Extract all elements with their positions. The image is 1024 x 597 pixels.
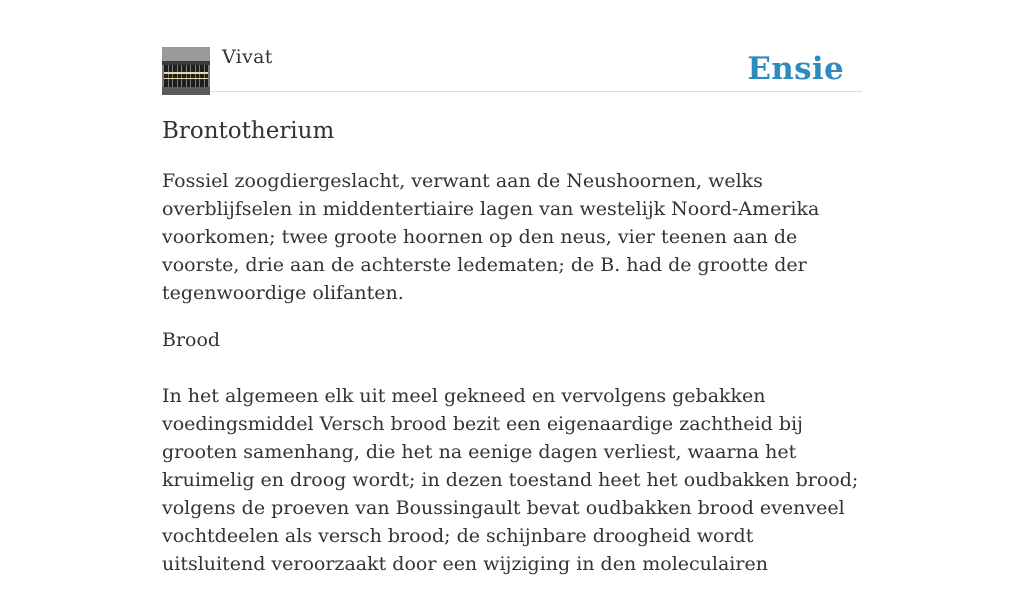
article-content <box>162 116 862 597</box>
author-name[interactable]: Vivat <box>222 46 273 68</box>
brand-logo[interactable]: Ensie <box>747 51 844 87</box>
next-entry-body: In het algemeen elk uit meel gekneed en vervolgens gebakken voedingsmiddel Versch brood bezit een eigenaardige zachtheid bij grooten samenhang, die het na eenige dagen verliest, waarna het kruimelig en droog wordt; in dezen toestand heet het oudbakken brood; volgens de proeven van Boussingault bevat oudbakken brood evenveel vochtdeelen als versch brood; de schijnbare droogheid wordt uitsluitend veroorzaakt door een wijziging in den moleculairen <box>162 385 859 575</box>
header <box>162 0 862 92</box>
next-entry-title: Brood <box>162 329 221 351</box>
page-title: Brontotherium <box>162 118 335 144</box>
avatar[interactable] <box>162 47 210 95</box>
page <box>162 0 862 575</box>
article-body: Fossiel zoogdiergeslacht, verwant aan de Neushoornen, welks overblijfselen in middentertiaire lagen van westelijk Noord-Amerika voorkomen; twee groote hoornen op den neus, vier teenen aan de voorste, drie aan de achterste ledematen; de B. had de grootte der tegenwoordige olifanten. <box>162 170 820 304</box>
book-spines-icon <box>162 47 210 95</box>
